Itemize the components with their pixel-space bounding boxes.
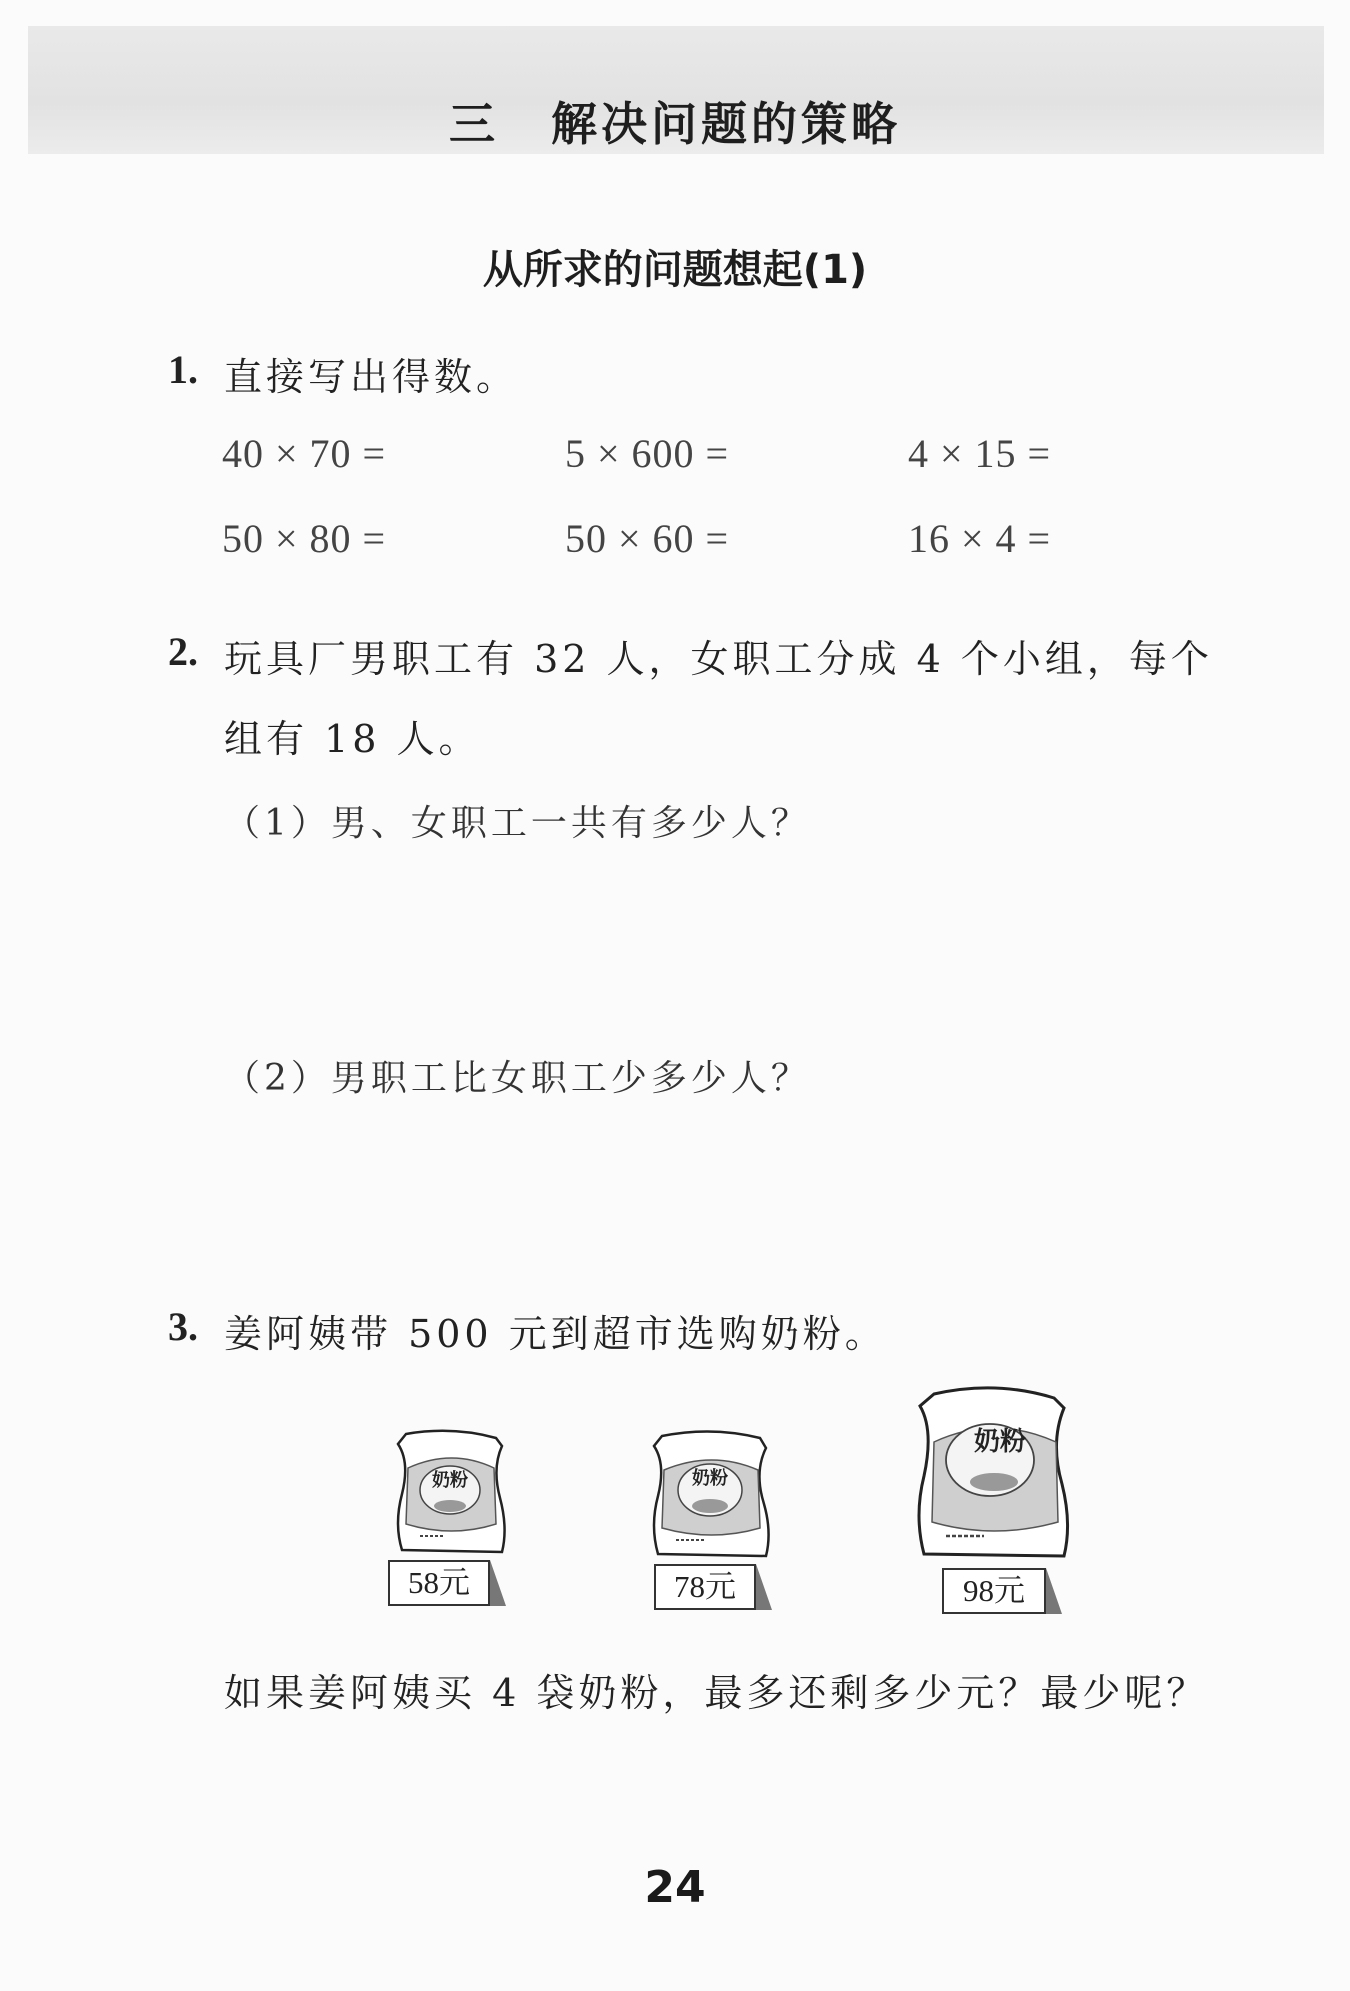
question-2-subquestion-1: （1）男、女职工一共有多少人？ <box>224 803 811 844</box>
arithmetic-expression: 40 × 70 = <box>222 431 387 476</box>
milk-powder-bag-icon <box>392 1428 510 1558</box>
milk-powder-bag-icon <box>648 1428 774 1562</box>
arithmetic-expression: 16 × 4 = <box>908 516 1052 561</box>
question-3-question: 如果姜阿姨买 4 袋奶粉，最多还剩多少元？最少呢？ <box>224 1671 1209 1715</box>
arithmetic-expression: 50 × 60 = <box>565 516 730 561</box>
price-tag: 98元 <box>942 1568 1046 1614</box>
chapter-title <box>0 88 1350 154</box>
page-number: 24 <box>644 1862 706 1913</box>
milk-powder-bag-2 <box>648 1428 774 1604</box>
question-2-line-1: 玩具厂男职工有 32 人，女职工分成 4 个小组，每个 <box>224 637 1213 681</box>
milk-powder-bag-1 <box>392 1428 510 1600</box>
price-tag: 58元 <box>388 1560 490 1606</box>
bag-label: 奶粉 <box>973 1427 1027 1457</box>
bag-label: 奶粉 <box>432 1470 468 1491</box>
question-2-number: 2. <box>168 629 198 674</box>
question-2-line-2: 组有 18 人。 <box>224 717 481 761</box>
arithmetic-expression: 50 × 80 = <box>222 516 387 561</box>
bag-label: 奶粉 <box>692 1468 728 1489</box>
chapter-number: 三 <box>449 97 499 151</box>
question-2-subquestion-2: （2）男职工比女职工少多少人？ <box>224 1058 811 1099</box>
question-3-number: 3. <box>168 1304 198 1349</box>
question-3-prompt: 姜阿姨带 500 元到超市选购奶粉。 <box>224 1312 887 1356</box>
arithmetic-expression: 4 × 15 = <box>908 431 1052 476</box>
chapter-title-text: 解决问题的策略 <box>551 97 901 151</box>
arithmetic-expression: 5 × 600 = <box>565 431 730 476</box>
question-1-number: 1. <box>168 347 198 392</box>
price-tag: 78元 <box>654 1564 756 1610</box>
section-title: 从所求的问题想起(1) <box>482 247 868 293</box>
milk-powder-bag-icon <box>912 1384 1072 1562</box>
question-1-prompt: 直接写出得数。 <box>224 355 519 399</box>
milk-powder-bag-3 <box>912 1384 1072 1608</box>
